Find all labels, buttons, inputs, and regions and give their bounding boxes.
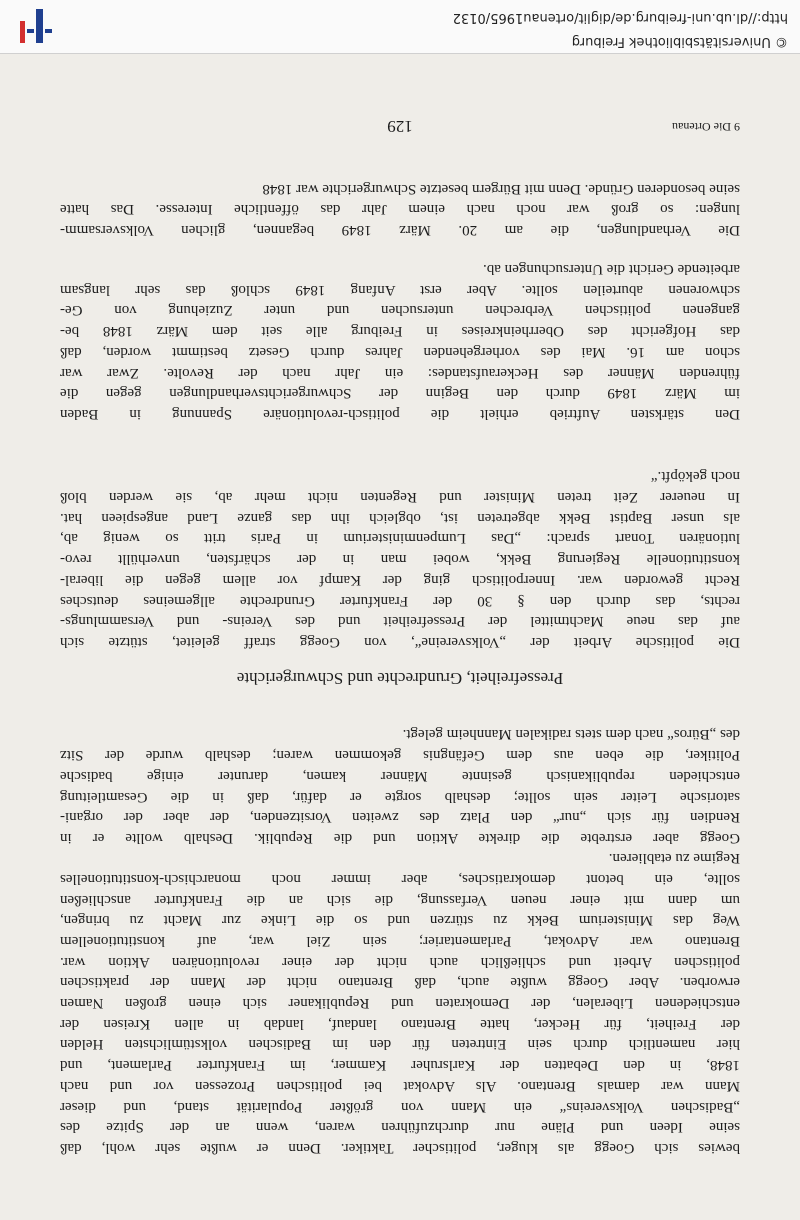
footer-signature: 9 Die Ortenau: [672, 120, 740, 134]
text-line: konstitutionelle Regierung Bekk, wobei man in der schärfsten, unverhüllt revo-: [60, 551, 740, 568]
text-line: bewies sich Goegg als kluger, politischer Taktiker. Denn er wußte sehr wohl, daß: [60, 1140, 740, 1156]
text-line: Politiker, die eben aus dem Gefängnis gekommen waren; deshalb wurde der Sitz: [60, 747, 740, 764]
text-line: entschieden republikanisch gesinnte Männer kamen, darunter einige badische: [60, 767, 740, 784]
text-line: im März 1849 durch den Beginn der Schwurgerichtsverhandlungen gegen die: [60, 385, 740, 402]
text-line: des „Büros“ nach dem stets radikalen Mannheim gelegt.: [402, 726, 740, 743]
text-line: In neuerer Zeit treten Minister und Regenten nicht mehr ab, sie werden bloß: [60, 489, 740, 506]
text-line: politischen Arbeit und schließlich auch nicht der einer revolutionären Aktion war.: [60, 953, 740, 970]
text-line: der Freiheit, für Hecker, hatte Brentano landauf, landab in allen Kreisen der: [60, 1015, 740, 1032]
text-line: auf das neue Machtmittel der Pressefreiheit und des Vereins- und Versammlungs-: [60, 613, 740, 630]
text-line: um dann mit einer neuen Verfassung, die sich an die Frankfurter anschließen: [60, 891, 740, 908]
text-line: noch geköpft.“: [650, 468, 740, 485]
text-line: das Hofgericht des Oberrheinkreises in Freiburg alle seit dem März 1848 be-: [60, 323, 740, 340]
text-line: Die Verhandlungen, die am 20. März 1849 begannen, glichen Volksversamm-: [60, 222, 740, 238]
text-line: lutionären Tonart sprach: „Das Lumpenministerium in Paris tritt so wenig ab,: [60, 530, 740, 547]
university-library-logo-icon: [10, 5, 56, 47]
text-line: entschiedenen Liberalen, der Demokraten und Republikaner sich einen großen Namen: [60, 995, 740, 1012]
text-line: Goegg aber erstrebte die direkte Aktion und die Republik. Deshalb wollte er in: [60, 830, 740, 846]
library-header: [0, 0, 800, 54]
page-number: 129: [387, 117, 413, 136]
copyright-text: © Universitätsbibliothek Freiburg: [571, 34, 788, 49]
text-line: Die politische Arbeit der „Volksvereine“, von Goegg straff geleitet, stützte sich: [60, 634, 740, 650]
text-line: Den stärksten Auftrieb erhielt die politisch-revolutionäre Spannung in Baden: [60, 406, 740, 422]
text-line: Brentano war Advokat, Parlamentarier; sein Ziel war, auf konstitutionellem: [60, 933, 740, 949]
text-line: Regime zu etablieren.: [608, 850, 740, 867]
text-line: rechts, das durch den § 30 der Frankfurter Grundrechte allgemeines deutsches: [60, 592, 740, 609]
text-line: gangenen politischen Verbrechen untersuchen und unter Zuziehung von Ge-: [60, 302, 740, 319]
source-url-link[interactable]: http://dl.ub.uni-freiburg.de/diglit/ortenau1965/0132: [452, 10, 788, 25]
text-line: schon am 16. Mai des vorhergehenden Jahres durch Gesetz bestimmt worden, daß: [60, 343, 740, 360]
text-line: Rendien für sich „nur“ den Platz des zweiten Vorsitzenden, der aber der organi-: [60, 809, 740, 826]
text-line: arbeitende Gericht die Untersuchungen ab.: [483, 261, 740, 278]
text-line: Mann war damals Brentano. Als Advokat bei politischen Prozessen vor und nach: [60, 1077, 740, 1094]
text-line: 1848, in den Debatten der Karlsruher Kammer, im Frankfurter Parlament, und: [60, 1057, 740, 1074]
text-line: Weg das Ministerium Bekk zu stürzen und so die Linke zur Macht zu bringen,: [60, 912, 740, 929]
text-line: „Badischen Volksvereins“ ein Mann von größter Popularität stand, und dieser: [60, 1098, 740, 1115]
scanned-page: [0, 54, 800, 1220]
text-line: seine besonderen Gründe. Denn mit Bürgern besetzte Schwurgerichte war 1848: [262, 180, 740, 197]
text-line: als unser Baptist Bekk abgetreten ist, obgleich ihn das ganze Land angespieen hat.: [60, 509, 740, 526]
text-line: hier namentlich durch sein Eintreten für den im Badischen volkstümlichsten Helden: [60, 1036, 740, 1053]
text-line: schworenen aburteilen sollte. Aber erst Anfang 1849 schloß das sehr langsam: [60, 281, 740, 298]
text-line: sollte, ein betont demokratisches, aber immer noch monarchisch-konstitutionelles: [60, 870, 740, 887]
text-line: lungen: so groß war noch nach einem Jahr das öffentliche Interesse. Das hatte: [60, 201, 740, 218]
text-line: erworben. Aber Goegg wußte auch, daß Brentano nicht der Mann der praktischen: [60, 974, 740, 991]
text-line: führenden Männer des Heckeraufstandes: ein Jahr nach der Revolte. Zwar war: [60, 364, 740, 381]
section-heading: Pressefreiheit, Grundrechte und Schwurgerichte: [236, 669, 564, 688]
text-line: seine Ideen und Pläne nur durchzuführen waren, wenn an der Spitze des: [60, 1119, 740, 1136]
text-line: satorische Leiter sein sollte; deshalb sorgte er dafür, daß in die Gesamtleitung: [60, 788, 740, 805]
text-line: Recht geworden war. Innerpolitisch ging der Kampf vor allem gegen die liberal-: [60, 571, 740, 588]
